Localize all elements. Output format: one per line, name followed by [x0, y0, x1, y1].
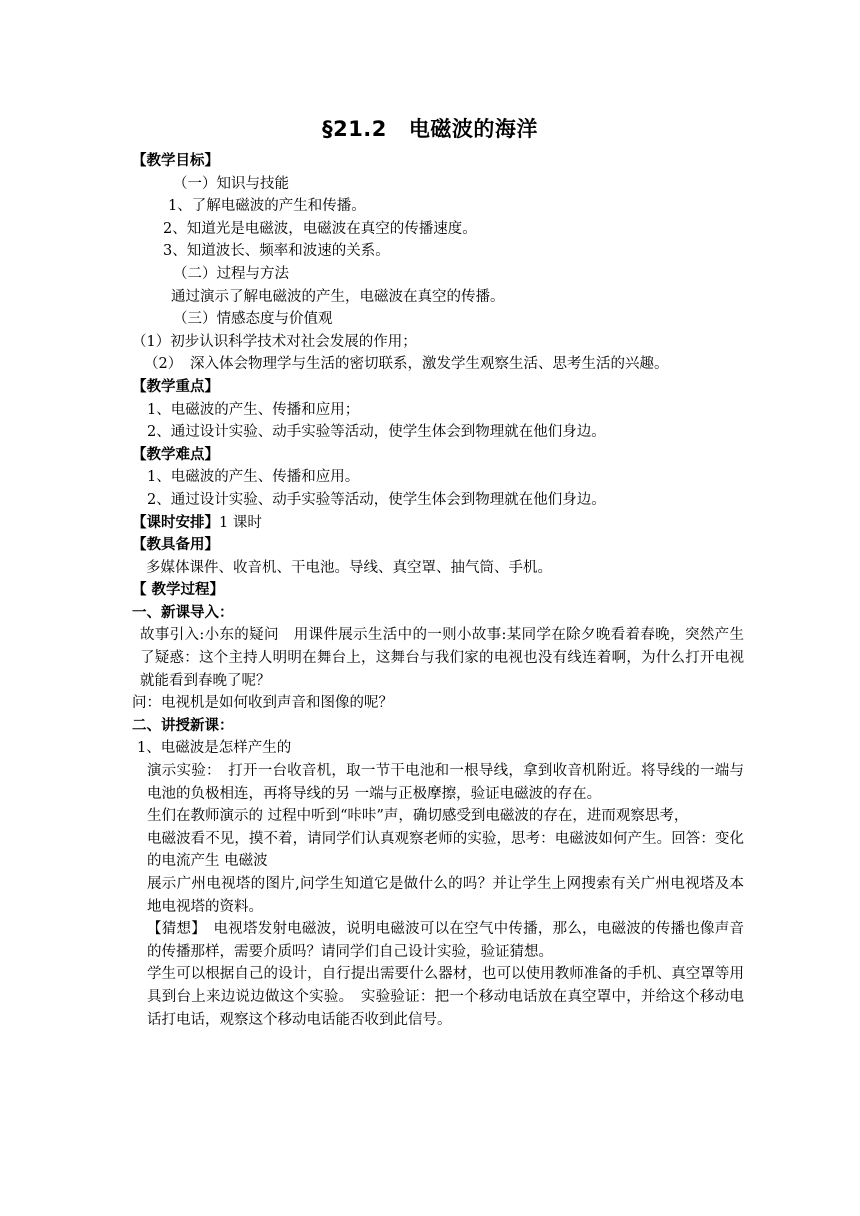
- subsection-heading: 1、电磁波是怎样产生的: [137, 740, 292, 757]
- emotion-item: （1）初步认识科学技术对社会发展的作用；: [132, 333, 417, 350]
- schedule-row: [132, 512, 744, 535]
- schedule-value: 1 课时: [219, 514, 262, 531]
- difficulty-item: 2、通过设计实验、动手实验等活动，使学生体会到物理就在他们身边。: [147, 491, 606, 508]
- experiment-paragraph: 学生可以根据自己的设计，自行提出需要什么器材，也可以使用教师准备的手机、真空罩等用具到台上来边说边做这个实验。 实验验证：把一个移动电话放在真空罩中，并给这个移动电话打电话，观察这个移动电话能否收到此信号。: [147, 966, 744, 1028]
- document-body: [132, 150, 744, 1031]
- key-point-item: 1、电磁波的产生、传播和应用；: [147, 401, 360, 418]
- equipment-heading: 【教具备用】: [132, 537, 219, 554]
- intro-heading: 一、新课导入：: [132, 604, 234, 621]
- schedule-heading: 【课时安排】: [132, 514, 219, 531]
- knowledge-heading: （一）知识与技能: [173, 175, 289, 192]
- knowledge-item: 1、了解电磁波的产生和传播。: [168, 198, 366, 215]
- difficulty-item: 1、电磁波的产生、传播和应用。: [147, 469, 360, 486]
- knowledge-item: 2、知道光是电磁波，电磁波在真空的传播速度。: [163, 220, 477, 237]
- question-paragraph: 问：电视机是如何收到声音和图像的呢？: [132, 695, 393, 712]
- page-title: [0, 113, 860, 143]
- guess-paragraph: 【猜想】 电视塔发射电磁波，说明电磁波可以在空气中传播，那么，电磁波的传播也像声音的传播那样，需要介质吗？请同学们自己设计实验，验证猜想。: [147, 921, 744, 960]
- emotion-item: [132, 353, 744, 376]
- difficulties-heading: 【教学难点】: [132, 446, 219, 463]
- process-heading: 【 教学过程】: [132, 582, 225, 599]
- question-answer-paragraph: 电磁波看不见，摸不着，请同学们认真观察老师的实验，思考：电磁波如何产生。回答：变化的电流产生 电磁波: [147, 830, 744, 870]
- goals-heading: 【教学目标】: [132, 153, 219, 169]
- demo-paragraph: 演示实验： 打开一台收音机，取一节干电池和一根导线，拿到收音机附近。将导线的一端与电池的负极相连，再将导线的另 一端与正极摩擦，验证电磁波的存在。: [147, 763, 744, 802]
- observe-paragraph: 生们在教师演示的 过程中听到“咔咔”声，确切感受到电磁波的存在，进而观察思考，: [147, 808, 689, 825]
- new-lesson-heading: 二、讲授新课：: [132, 717, 234, 734]
- process-method-heading: （二）过程与方法: [173, 265, 289, 282]
- tower-paragraph: 展示广州电视塔的图片,问学生知道它是做什么的吗？并让学生上网搜索有关广州电视塔及本地电视塔的资料。: [147, 876, 744, 915]
- emotion-item-number: （2）: [144, 356, 183, 373]
- knowledge-item: 3、知道波长、频率和波速的关系。: [163, 243, 390, 260]
- process-method-text: 通过演示了解电磁波的产生，电磁波在真空的传播。: [171, 288, 505, 305]
- key-points-heading: 【教学重点】: [132, 378, 219, 395]
- equipment-text: 多媒体课件、收音机、干电池。导线、真空罩、抽气筒、手机。: [146, 559, 552, 576]
- emotion-heading: （三）情感态度与价值观: [173, 311, 333, 328]
- emotion-item-text: 深入体会物理学与生活的密切联系，激发学生观察生活、思考生活的兴趣。: [190, 356, 669, 373]
- section-number: §21.2: [322, 117, 387, 141]
- intro-paragraph: 故事引入:小东的疑问 用课件展示生活中的一则小故事:某同学在除夕晚看着春晚，突然产生了疑惑：这个主持人明明在舞台上，这舞台与我们家的电视也没有线连着啊，为什么打开电视就能看到春晚了呢？: [140, 627, 744, 689]
- key-point-item: 2、通过设计实验、动手实验等活动，使学生体会到物理就在他们身边。: [147, 424, 606, 441]
- title-text: 电磁波的海洋: [408, 117, 538, 141]
